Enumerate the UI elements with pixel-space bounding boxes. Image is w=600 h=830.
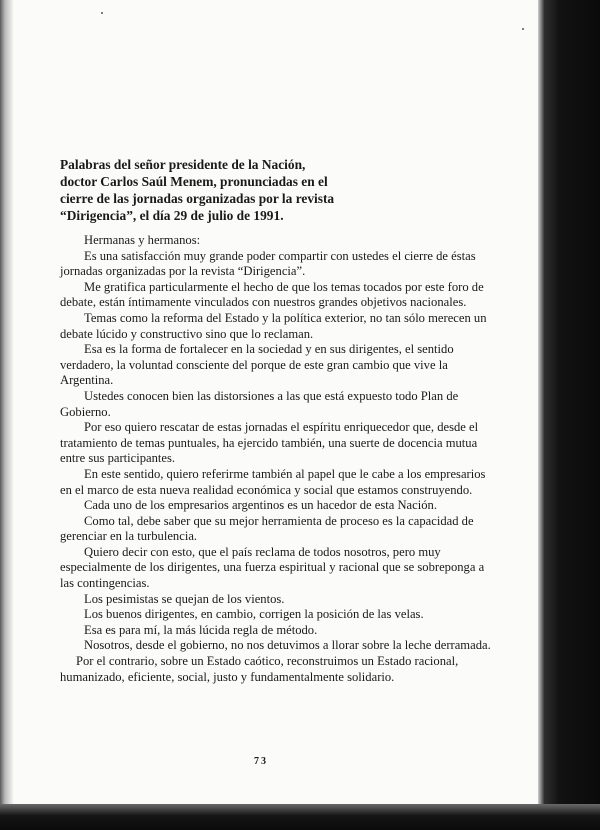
paragraph: Me gratifica particularmente el hecho de que los temas tocados por este foro de debate, están íntimamente vinculados con nuestros grandes objetivos nacionales. [60, 279, 484, 310]
title-line: “Dirigencia”, el día 29 de julio de 1991. [60, 208, 284, 223]
binding-shadow [0, 0, 14, 830]
paragraph: Ustedes conocen bien las distorsiones a las que está expuesto todo Plan de Gobierno. [60, 388, 459, 419]
scan-speck [101, 12, 103, 14]
paragraph: Es una satisfacción muy grande poder compartir con ustedes el cierre de éstas jornadas organizadas por la revista “Dirigencia”. [60, 248, 476, 279]
paragraph: En este sentido, quiero referirme también al papel que le cabe a los empresarios en el marco de esta nueva realidad económica y social que estamos construyendo. [60, 466, 486, 497]
paragraph: Nosotros, desde el gobierno, no nos detuvimos a llorar sobre la leche derramada. [84, 638, 491, 653]
paragraph: Por eso quiero rescatar de estas jornadas el espíritu enriquecedor que, desde el tratamiento de temas puntuales, ha ejercido también, una suerte de docencia mutua entre sus participantes. [60, 420, 479, 466]
paragraph: Como tal, debe saber que su mejor herramienta de proceso es la capacidad de gerenciar en la turbulencia. [60, 513, 474, 544]
scan-speck [522, 28, 524, 30]
title-line: doctor Carlos Saúl Menem, pronunciadas en el [60, 174, 328, 189]
paragraph: Quiero decir con esto, que el país reclama de todos nosotros, pero muy especialmente de los dirigentes, una fuerza espiritual y racional que se sobreponga a las contingencias. [60, 544, 485, 591]
paragraph: Por el contrario, sobre un Estado caótico, reconstruimos un Estado racional, humanizado, eficiente, social, justo y fundamentalmente solidario. [60, 654, 459, 684]
speech-body [60, 233, 500, 685]
paragraph: Temas como la reforma del Estado y la política exterior, no tan sólo merecen un debate lúcido y constructivo sino que lo reclaman. [60, 310, 487, 341]
scan-edge-right [538, 0, 600, 830]
scan-edge-bottom [0, 804, 600, 830]
title-line: Palabras del señor presidente de la Nación, [60, 157, 306, 172]
page-number: 73 [254, 756, 268, 767]
paragraph: Esa es la forma de fortalecer en la sociedad y en sus dirigentes, el sentido verdadero, la voluntad consciente del porque de este gran cambio que vive la Argentina. [60, 342, 454, 388]
paragraph: Cada uno de los empresarios argentinos es un hacedor de esta Nación. [84, 498, 437, 513]
title-line: cierre de las jornadas organizadas por la revista [60, 191, 335, 206]
paragraph-greeting: Hermanas y hermanos: [84, 233, 201, 247]
paragraph: Los buenos dirigentes, en cambio, corrigen la posición de las velas. [84, 607, 424, 622]
speech-title [60, 156, 360, 224]
paragraph: Los pesimistas se quejan de los vientos. [84, 591, 285, 606]
paragraph: Esa es para mí, la más lúcida regla de método. [84, 622, 318, 637]
